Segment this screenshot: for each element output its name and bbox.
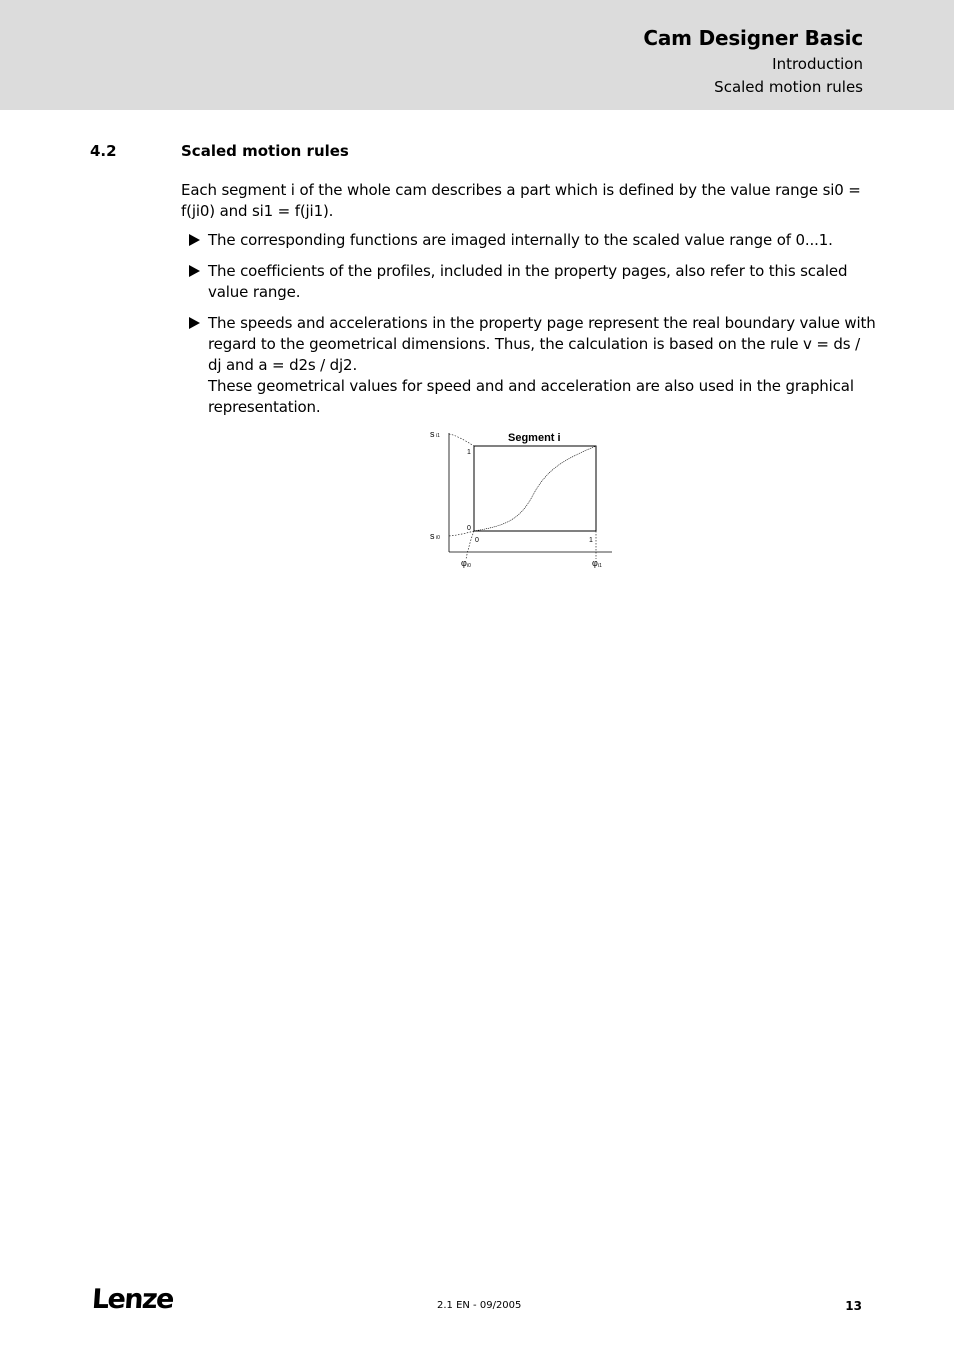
section-title: Scaled motion rules	[181, 142, 349, 160]
bullet-text-continuation: These geometrical values for speed and and acceleration are also used in the graphical representation.	[208, 377, 854, 416]
lenze-logo: Lenze	[90, 1284, 174, 1315]
segment-figure	[425, 425, 615, 575]
scale-x-right: 1	[589, 537, 593, 544]
triangle-bullet-icon	[189, 265, 200, 277]
label-phi-i0: φ	[461, 558, 467, 568]
label-phi-i1: φ	[592, 558, 598, 568]
leader-si1	[449, 434, 474, 446]
scale-y-top: 1	[467, 449, 471, 456]
breadcrumb-chapter: Introduction	[772, 55, 863, 73]
bullet-item	[187, 313, 877, 418]
label-phi-i0-subscript: i0	[467, 563, 471, 569]
segment-diagram	[425, 425, 615, 575]
section-number: 4.2	[90, 142, 117, 160]
header-band	[0, 0, 954, 110]
bullet-text: The speeds and accelerations in the property page represent the real boundary value with regard to the geometrical dimensions. Thus, the calculation is based on the rule v = ds / dj and a = d2s / dj2.	[208, 314, 876, 374]
label-phi-i1-subscript: i1	[598, 563, 602, 569]
bullet-text: The corresponding functions are imaged internally to the scaled value range of 0...1.	[208, 231, 833, 249]
bullet-item	[187, 261, 877, 303]
label-s-i1: s	[430, 429, 435, 439]
scale-x-left: 0	[475, 537, 479, 544]
label-s-i1-subscript: i1	[436, 433, 440, 439]
document-title: Cam Designer Basic	[643, 26, 863, 50]
intro-paragraph: Each segment i of the whole cam describes a part which is defined by the value range si0 = f(ji0) and si1 = f(ji1).	[181, 181, 861, 220]
page-number: 13	[845, 1299, 862, 1313]
leader-phi-i0	[466, 531, 474, 559]
bullet-list	[187, 230, 877, 428]
triangle-bullet-icon	[189, 317, 200, 329]
label-s-i0-subscript: i0	[436, 535, 440, 541]
triangle-bullet-icon	[189, 234, 200, 246]
figure-title: Segment i	[508, 432, 561, 444]
segment-box	[474, 446, 596, 531]
motion-curve	[474, 446, 596, 531]
bullet-item	[187, 230, 877, 251]
scale-y-bottom: 0	[467, 525, 471, 532]
label-s-i0: s	[430, 531, 435, 541]
document-version: 2.1 EN - 09/2005	[437, 1300, 522, 1311]
bullet-text: The coefficients of the profiles, included in the property pages, also refer to this scaled value range.	[208, 262, 848, 301]
breadcrumb-section: Scaled motion rules	[714, 78, 863, 96]
